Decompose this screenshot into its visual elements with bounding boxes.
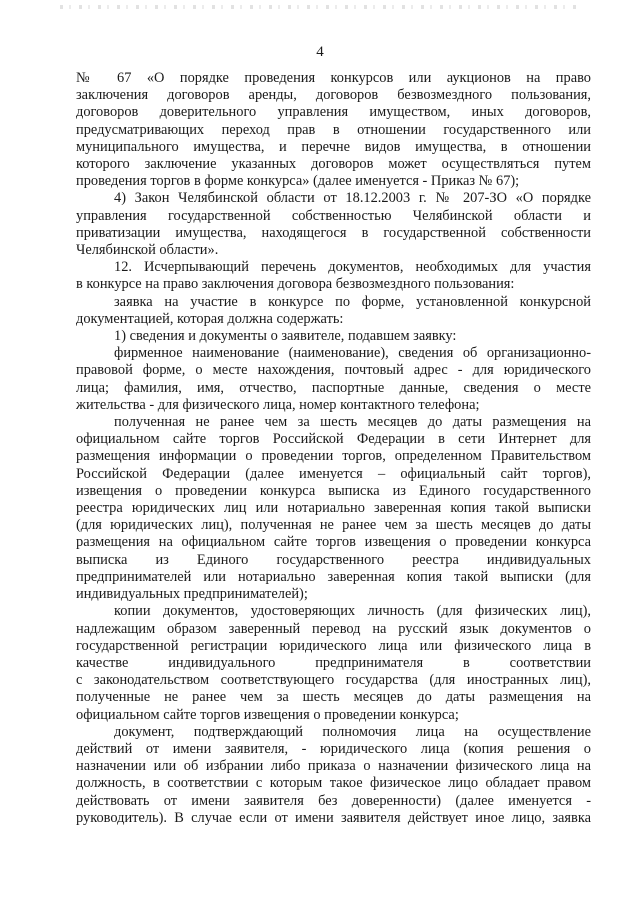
text-line: официальном сайте торгов Российской Федерации в сети Интернет для	[76, 431, 591, 448]
text-line: приватизации имущества, находящегося в государственной собственности	[76, 224, 591, 241]
text-line: действовать от имени заявителя без доверенности) (далее именуется -	[76, 792, 591, 809]
text-line: предпринимателей или нотариально заверенная копия такой выписки (для	[76, 568, 591, 585]
text-line: должность, в соответствии с которым такое физическое лицо обладает правом	[76, 775, 591, 792]
text-line: заявка на участие в конкурсе по форме, установленной конкурсной	[114, 293, 591, 310]
text-line: официальном сайте торгов извещения о проведении конкурса;	[76, 706, 459, 723]
text-line: реестра юридических лиц или нотариально заверенная копия такой выписки	[76, 500, 591, 517]
text-line: извещения о проведении конкурса выписка из Единого государственного	[76, 482, 591, 499]
text-line: полученные не ранее чем за шесть месяцев до даты размещения на	[76, 689, 591, 706]
text-line: полученная не ранее чем за шесть месяцев до даты размещения на	[114, 414, 591, 431]
text-line: руководитель). В случае если от имени заявителя действует иное лицо, заявка	[76, 809, 591, 826]
text-line: муниципального имущества, и перечне видов имущества, в отношении	[76, 138, 591, 155]
text-line: с законодательством соответствующего государства (для иностранных лиц),	[76, 672, 591, 689]
text-line: индивидуальных предпринимателей);	[76, 586, 308, 603]
text-line: размещения на официальном сайте торгов извещения о проведении конкурса	[76, 534, 591, 551]
text-line: 12. Исчерпывающий перечень документов, необходимых для участия	[114, 259, 591, 276]
text-line: фирменное наименование (наименование), сведения об организационно-	[114, 345, 591, 362]
text-line: размещения информации о проведении торгов, определенном Правительством	[76, 448, 591, 465]
scan-artifact	[60, 5, 580, 9]
text-line: действий от имени заявителя, - юридического лица (копия решения о	[76, 740, 591, 757]
text-line: правовой форме, о месте нахождения, почтовый адрес - для юридического	[76, 362, 591, 379]
text-line: надлежащим образом заверенный перевод на русский язык документов о	[76, 620, 591, 637]
document-body	[76, 70, 591, 827]
text-line: в конкурсе на право заключения договора безвозмездного пользования:	[76, 276, 515, 293]
text-line: которого заключение указанных договоров может осуществляться путем	[76, 156, 591, 173]
text-line: копии документов, удостоверяющих личность (для физических лиц),	[114, 603, 591, 620]
text-line: назначении или об избрании либо приказа о назначении физического лица на	[76, 758, 591, 775]
text-line: качестве индивидуального предпринимателя в соответствии	[76, 654, 591, 671]
text-line: Челябинской области».	[76, 242, 219, 259]
text-line: предусматривающих переход прав в отношении государственного или	[76, 121, 591, 138]
text-line: управления государственной собственностью Челябинской области и	[76, 207, 591, 224]
text-line: договоров доверительного управления имуществом, иных договоров,	[76, 104, 591, 121]
text-line: Российской Федерации (далее именуется – официальный сайт торгов),	[76, 465, 591, 482]
text-line: 1) сведения и документы о заявителе, подавшем заявку:	[114, 328, 457, 345]
page-number: 4	[316, 44, 324, 60]
text-line: проведения торгов в форме конкурса» (далее именуется - Приказ № 67);	[76, 173, 520, 190]
text-line: выписка из Единого государственного реестра индивидуальных	[76, 551, 591, 568]
text-line: жительства - для физического лица, номер контактного телефона;	[76, 396, 480, 413]
text-line: (для юридических лиц), полученная не ранее чем за шесть месяцев до даты	[76, 517, 591, 534]
text-line: государственной регистрации юридического лица или физического лица в	[76, 637, 591, 654]
text-line: заключения договоров аренды, договоров безвозмездного пользования,	[76, 87, 591, 104]
text-line: 4) Закон Челябинской области от 18.12.2003 г. № 207-ЗО «О порядке	[114, 190, 591, 207]
text-line: № 67 «О порядке проведения конкурсов или аукционов на право	[76, 70, 591, 86]
text-line: лица; фамилия, имя, отчество, паспортные данные, сведения о месте	[76, 379, 591, 396]
text-line: документ, подтверждающий полномочия лица на осуществление	[114, 723, 591, 740]
text-line: документацией, которая должна содержать:	[76, 310, 344, 327]
